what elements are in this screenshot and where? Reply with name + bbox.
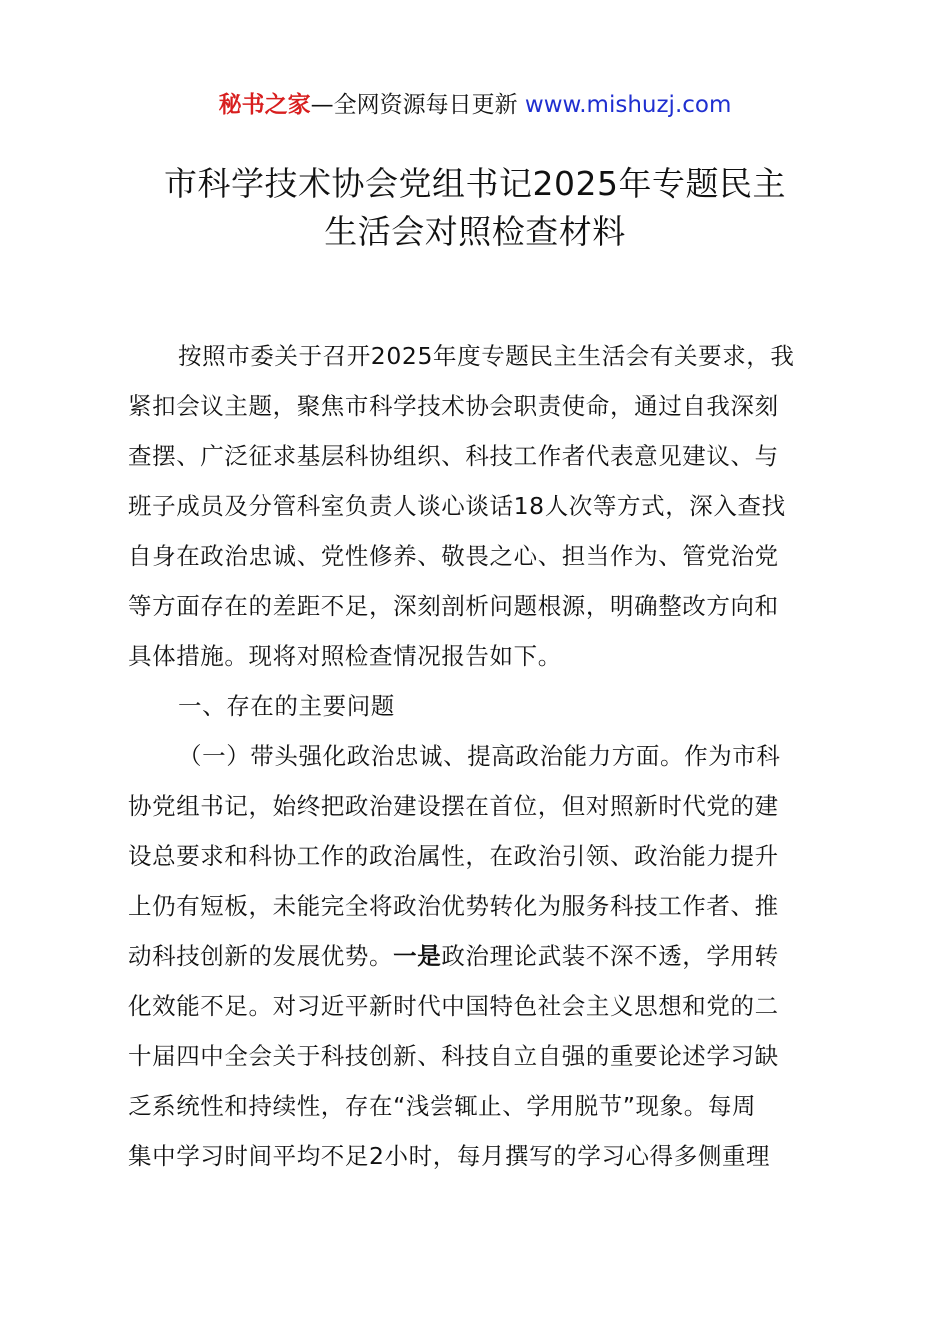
body-line: 班子成员及分管科室负责人谈心谈话18人次等方式，深入查找: [128, 492, 786, 520]
body-line: 具体措施。现将对照检查情况报告如下。: [128, 642, 562, 670]
body-text-segment: 动科技创新的发展优势。: [128, 942, 394, 970]
body-line: 上仍有短板，未能完全将政治优势转化为服务科技工作者、推: [128, 892, 779, 920]
body-line: 按照市委关于召开2025年度专题民主生活会有关要求，我: [178, 342, 795, 370]
body-line: 协党组书记，始终把政治建设摆在首位，但对照新时代党的建: [128, 792, 779, 820]
body-line: 等方面存在的差距不足，深刻剖析问题根源，明确整改方向和: [128, 592, 779, 620]
subsection-heading-line: （一）带头强化政治忠诚、提高政治能力方面。作为市科: [178, 742, 781, 770]
title-line-1: 市科学技术协会党组书记2025年专题民主: [164, 164, 786, 203]
body-line: 自身在政治忠诚、党性修养、敬畏之心、担当作为、管党治党: [128, 542, 779, 570]
site-header: [0, 88, 950, 122]
document-title: [100, 160, 850, 256]
document-body: [128, 331, 838, 1181]
site-url-link[interactable]: www.mishuzj.com: [524, 92, 732, 118]
body-line: 十届四中全会关于科技创新、科技自立自强的重要论述学习缺: [128, 1042, 779, 1070]
emphasis-label: 一是: [393, 942, 442, 970]
body-line: 乏系统性和持续性，存在“浅尝辄止、学用脱节”现象。每周: [128, 1092, 757, 1120]
brand-name: 秘书之家: [218, 92, 311, 118]
body-line: 化效能不足。对习近平新时代中国特色社会主义思想和党的二: [128, 992, 779, 1020]
body-line: 查摆、广泛征求基层科协组织、科技工作者代表意见建议、与: [128, 442, 779, 470]
title-line-2: 生活会对照检查材料: [324, 212, 626, 251]
header-tagline: —全网资源每日更新: [310, 92, 525, 118]
body-line: 集中学习时间平均不足2小时，每月撰写的学习心得多侧重理: [128, 1142, 771, 1170]
body-text-segment: 政治理论武装不深不透，学用转: [441, 942, 779, 970]
section-heading: 一、存在的主要问题: [178, 692, 395, 720]
body-line: 设总要求和科协工作的政治属性，在政治引领、政治能力提升: [128, 842, 779, 870]
body-line-with-emphasis: [128, 931, 838, 981]
body-line: 紧扣会议主题，聚焦市科学技术协会职责使命，通过自我深刻: [128, 392, 779, 420]
